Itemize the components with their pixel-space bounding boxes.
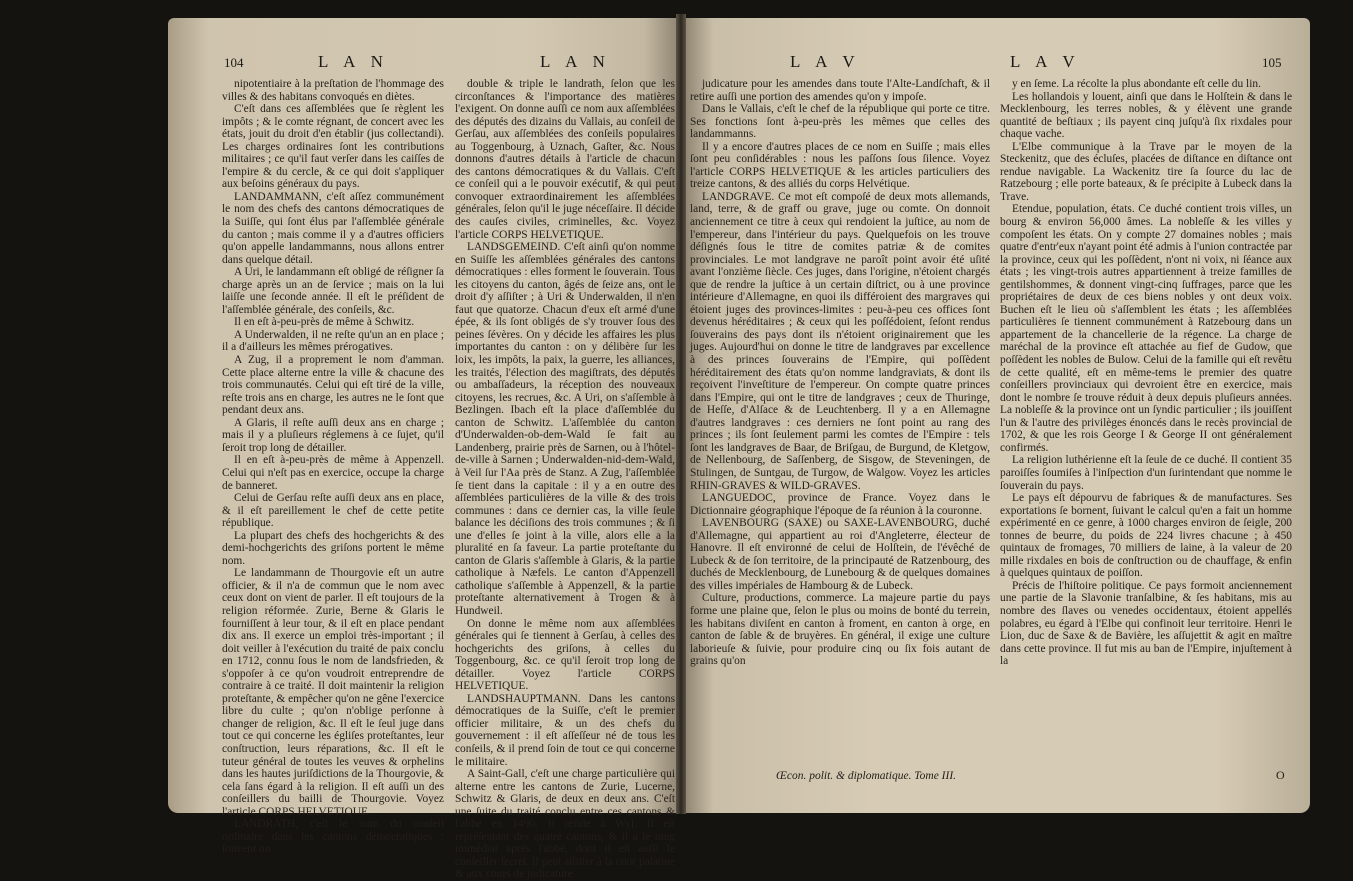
paragraph: Le landammann de Thourgovie eſt un autre officier, & il n'a de commun que le nom avec ceux dont on vient de parler. Il eſt toujours de la religion réformée. Zurie, Berne & Glaris le fourniſſent à leur tour, & il eſt en place pendant dix ans. Il exerce un emploi très-important ; il doit veiller à l'exécution du traité de paix conclu en 1712, connu ſous le nom de landsfrieden, & s'oppoſer à ce qu'on voudroit entreprendre de contraire à ce traité. Il doit maintenir la religion proteſtante, & empêcher qu'on ne gêne l'exercice libre du culte ; qu'on n'oblige perſonne à changer de religion, &c. Il eſt le ſeul juge dans tout ce qui concerne les égliſes proteſtantes, leur conſtruction, leurs réparations, &c. Il eſt le tuteur général de toutes les veuves & orphelins dans les hautes juriſdictions de la Thourgovie, & cela ſans égard à la religion. Il eſt auſſi un des conſeillers du bailli de Thourgovie. Voyez l'article CORPS HELVETIQUE. bbox=[222, 567, 445, 818]
paragraph: LANDSGEMEIND. C'eſt ainſi qu'on nomme en Suiſſe les aſſemblées générales des cantons démocratiques : elles forment le ſouverain. Tous les citoyens du canton, âgés de ſeize ans, ont le droit d'y aſſiſter ; à Uri & Underwalden, il n'en faut que quatorze. Chacun d'eux eſt armé d'une épée, & ils ſont obligés de s'y trouver ſous des peines ſévères. On y décide les affaires les plus importantes du canton : on y délibère ſur les loix, les impôts, la paix, la guerre, les alliances, les traités, l'élection des magiſtrats, des députés ou ambaſſadeurs, la réception des nouveaux citoyens, les recrues, &c. A Uri, on s'aſſemble à Bezlingen. Ibach eſt la place d'aſſemblée du canton de Schwitz. L'aſſemblée du canton d'Underwalden-ob-dem-Wald ſe fait au Landenberg, prairie près de Sarnen, ou à l'hôtel-de-ville à Sarnen ; Underwalden-nid-dem-Wald, à Veil ſur l'Aa près de Stanz. A Zug, l'aſſemblée ſe tient dans la capitale : il y a en outre des aſſemblées particulières de la ville & des trois communes : dans ce dernier cas, la ville ſeule balance les déciſions des trois communes ; & ſi une d'elles ſe joint à la ville, alors elle a la pluralité en ſa faveur. La partie proteſtante du canton de Glaris s'aſſemble à Glaris, & la partie catholique à Næfels. Le canton d'Appenzell catholique s'aſſemble à Appenzell, & la partie proteſtante alternativement à Trogen & à Hundweil. bbox=[455, 241, 675, 617]
paragraph: On donne le même nom aux aſſemblées générales qui ſe tiennent à Gerſau, à celles des hochgerichts des griſons, à celles du Toggenbourg, &c. ce qu'il ſeroit trop long de détailler. Voyez l'article CORPS HELVETIQUE. bbox=[455, 617, 675, 693]
left-column-2 bbox=[455, 78, 675, 881]
left-running-head-1: L A N bbox=[318, 52, 389, 71]
paragraph: Il en eſt à-peu-près de même à Schwitz. bbox=[234, 316, 415, 329]
paragraph: LANDGRAVE. Ce mot eſt compoſé de deux mots allemands, land, terre, & de graff ou grave, juge ou comte. On donnoit anciennement ce titre à ceux qui rendoient la juſtice, au nom de l'empereur, dans l'intérieur du pays. Quelquefois on les trouve déſignés ſous le titre de comites patriæ & de comites provinciales. Le mot landgrave ne paroît point avoir été uſité avant l'onzième ſiècle. Ces juges, dans l'origine, n'étoient chargés que de rendre la juſtice à un certain diſtrict, ou à une province intérieure d'Allemagne, en quoi ils différoient des margraves qui étoient juges des provinces-limites : peu-à-peu ces offices ſont devenus héréditaires ; & ceux qui les poſſédoient, ſeſont rendus ſouverains des pays dont ils n'étoient originairement que les juges. Aujourd'hui on donne le titre de landgraves par excellence à des princes ſouverains de l'Empire, qui poſſèdent héréditairement des états qu'on nomme landgraviats, & dont ils reçoivent l'inveſtiture de l'empereur. On compte quatre princes dans l'Empire, qui ont le titre de landgraves ; ceux de Thuringe, de Heſſe, d'Alſace & de Leuchtenberg. Il y a en Allemagne d'autres landgraves : ces derniers ne ſont point au rang des princes ; ils ſont ſeulement parmi les comtes de l'Empire : tels ſont les landgraves de Baar, de Briſgau, de Burgund, de Kletgow, de Nellenbourg, de Saſſenberg, de Sisgow, de Steveningen, de Stulingen, de Suntgau, de Turgow, de Walgow. Voyez les articles RHIN-GRAVES & WILD-GRAVES. bbox=[690, 190, 990, 492]
paragraph: La religion luthérienne eſt la ſeule de ce duché. Il contient 35 paroiſſes ſoumiſes à l'inſpection d'un ſurintendant que nomme le ſouverain du pays. bbox=[1000, 454, 1292, 492]
paragraph: A Uri, le landammann eſt obligé de réſigner ſa charge après un an de ſervice ; mais on la lui laiſſe une ſeconde année. Il eſt le préſident de l'aſſemblée générale, des conſeils, &c. bbox=[222, 266, 444, 316]
right-running-head-1: L A V bbox=[790, 52, 861, 71]
paragraph: Culture, productions, commerce. La majeure partie du pays forme une plaine que, ſelon le plus ou moins de bonté du terrein, les habitans diviſent en canton à froment, en canton à orge, en canton de ſable & de bruyères. En général, il exige une culture laborieuſe & ſuivie, pour produire cinq ou ſix fois autant de grains qu'on bbox=[690, 592, 990, 668]
right-column-1 bbox=[690, 78, 990, 808]
paragraph: LANDAMMANN, c'eſt aſſez communément le nom des chefs des cantons démocratiques de la Suiſſe, qui ſont élus par l'aſſemblée générale du canton ; mais comme il y a d'autres officiers qu'on appelle landammanns, nous allons entrer dans quelque détail. bbox=[222, 190, 444, 266]
paragraph: Il y a encore d'autres places de ce nom en Suiſſe ; mais elles ſont peu conſidérables : nous les paſſons ſous ſilence. Voyez l'article CORPS HELVETIQUE & les articles particuliers des treize cantons, & des alliés du corps Helvétique. bbox=[690, 140, 990, 191]
right-running-head-2: L A V bbox=[1010, 52, 1081, 71]
paragraph: Etendue, population, états. Ce duché contient trois villes, un bourg & environ 56,000 âmes. La nobleſſe & les villes y compoſent les états. On y compte 27 domaines nobles ; mais quatre d'entr'eux n'ayant point été admis à l'union contractée par la province, ceux qui les poſſèdent, n'ont ni voix, ni ſéance aux états ; les vingt-trois autres appartiennent à treize familles de gentilshommes, & donnent vingt-cinq ſuffrages, parce que les propriétaires de deux de ces biens nobles y ont deux voix. Buchen eſt le lieu où s'aſſemblent les états ; les aſſemblées particulières ſe tiennent communément à Ratzebourg dans un appartement de la chancellerie de la régence. La charge de maréchal de la province eſt attachée au fief de Gudow, que poſſèdent les nobles de Bulow. Celui de la famille qui eſt revêtu de cette qualité, eſt en même-tems le premier des quatre conſeillers provinciaux qui devroient être en exercice, mais dont le nombre ſe trouve réduit à deux depuis pluſieurs années. La nobleſſe & la province ont un ſyndic particulier ; ils jouiſſent l'un & l'autre des privilèges énoncés dans le recès provincial de 1702, & que les rois George I & George II ont généralement confirmés. bbox=[1000, 203, 1292, 454]
signature-mark: O bbox=[1276, 768, 1285, 782]
paragraph: A Underwalden, il ne reſte qu'un an en place ; il a d'ailleurs les mêmes prérogatives. bbox=[222, 328, 444, 354]
left-page-header bbox=[224, 52, 244, 72]
paragraph: Précis de l'hiſtoire politique. Ce pays formoit anciennement une partie de la Slavonie tranſalbine, & ſes habitans, mis au nombre des ſlaves ou venedes occidentaux, étoient appellés polabres, eu égard à l'Elbe qui confinoit leur territoire. Henri le Lion, duc de Saxe & de Bavière, les aſſujettit & agit en maître dans cette province. Il fut mis au ban de l'Empire, injuſtement à la bbox=[1000, 579, 1292, 668]
paragraph: LANDRATH, c'eſt le nom du conſeil ordinaire dans les cantons démocratiques ; ſouvent on bbox=[222, 818, 444, 856]
paragraph: Celui de Gerſau reſte auſſi deux ans en place, & il eſt pareillement le chef de cette petite république. bbox=[222, 492, 444, 530]
paragraph: La plupart des chefs des hochgerichts & des demi-hochgerichts des griſons portent le même nom. bbox=[222, 529, 444, 567]
paragraph: judicature pour les amendes dans toute l'Alte-Landſchaft, & il retire auſſi une portion des amendes qu'on y impoſe. bbox=[690, 78, 990, 103]
paragraph: A Glaris, il reſte auſſi deux ans en charge ; mais il y a pluſieurs réglemens à ce ſujet, qu'il ſeroit trop long de détailler. bbox=[222, 416, 444, 454]
left-running-head-2: L A N bbox=[540, 52, 611, 71]
paragraph: LANDSHAUPTMANN. Dans les cantons démocratiques de la Suiſſe, c'eſt le premier officier militaire, & un des chefs du gouvernement : il eſt aſſeſſeur né de tous les conſeils, & il prend ſoin de tout ce qui concerne le militaire. bbox=[455, 692, 675, 768]
paragraph: Il en eſt à-peu-près de même à Appenzell. Celui qui n'eſt pas en exercice, occupe la charge de banneret. bbox=[222, 454, 444, 492]
left-column-1 bbox=[222, 78, 445, 856]
page-footer: Œcon. polit. & diplomatique. Tome III. bbox=[776, 770, 957, 782]
paragraph: LAVENBOURG (SAXE) ou SAXE-LAVENBOURG, duché d'Allemagne, qui appartient au roi d'Angleterre, électeur de Hanovre. Il eſt environné de celui de Holſtein, de l'évêché de Lubeck & de ſon territoire, de la principauté de Ratzenbourg, des duchés de Mecklenbourg, de Lunebourg & de quelques domaines des villes impériales de Hambourg & de Lubeck. bbox=[690, 517, 990, 592]
paragraph: Les hollandois y louent, ainſi que dans le Holſtein & dans le Mecklenbourg, les terres nobles, & y élèvent une grande quantité de beſtiaux ; ils payent cinq juſqu'à ſix rixdales pour chaque vache. bbox=[1000, 90, 1292, 141]
right-column-2 bbox=[1000, 78, 1292, 808]
paragraph: LANGUEDOC, province de France. Voyez dans le Dictionnaire géographique l'époque de ſa réunion à la couronne. bbox=[690, 492, 990, 517]
paragraph: A Saint-Gall, c'eſt une charge particulière qui alterne entre les cantons de Zurie, Lucerne, Schwitz & Glaris, de deux en deux ans. C'eſt une ſuite du traité conclu entre ces cantons & l'abbé en 1490. Il réſide à Wyl. Il eſt repréſentant des quatre cantons, & il a le rang immédiat après l'abbé, dont il eſt auſſi le conſeiller ſecret. Il peut aſſiſter à la cour palatine & aux cours de judicature bbox=[455, 768, 675, 881]
right-page-number: 105 bbox=[1262, 55, 1282, 70]
paragraph: L'Elbe communique à la Trave par le moyen de la Steckenitz, que des écluſes, placées de diſtance en diſtance ont rendue navigable. La Wackenitz tire ſa ſource du lac de Ratzebourg ; elle porte bateaux, & ſe précipite à Lubeck dans la Trave. bbox=[1000, 140, 1292, 203]
paragraph: A Zug, il a proprement le nom d'amman. Cette place alterne entre la ville & chacune des trois communautés. Celui qui eſt tiré de la ville, reſte trois ans en charge, les autres ne le ſont que pendant deux ans. bbox=[222, 354, 444, 417]
paragraph: Le pays eſt dépourvu de fabriques & de manufactures. Ses exportations ſe bornent, ſuivant le calcul qu'en a fait un homme expérimenté en ce genre, à 1000 charges environ de ſeigle, 200 tonnes de beurre, du poids de 224 livres chacune ; à 450 quintaux de fromages, 70 milliers de laine, à la valeur de 20 mille rixdales en bois de conſtruction ou de chauffage, & enfin à quelques quintaux de poiſſon. bbox=[1000, 492, 1292, 580]
left-page-number: 104 bbox=[224, 55, 244, 70]
book-gutter bbox=[676, 14, 686, 814]
paragraph: C'eſt dans ces aſſemblées que ſe règlent les impôts ; & le comte régnant, de concert avec les états, jouit du droit d'en établir (jus collectandi). Les charges ordinaires ſont les contributions militaires ; ce qu'il faut verſer dans les caiſſes de l'empire & du cercle, & ce qui doit s'appliquer aux beſoins généraux du pays. bbox=[222, 103, 444, 191]
paragraph: Dans le Vallais, c'eſt le chef de la république qui porte ce titre. Ses fonctions ſont à-peu-près les mêmes que celles des landammanns. bbox=[690, 103, 990, 141]
right-page-header bbox=[1262, 52, 1282, 72]
paragraph: nipotentiaire à la preſtation de l'hommage des villes & des habitans convoqués en diètes. bbox=[222, 78, 444, 103]
paragraph: y en ſeme. La récolte la plus abondante eſt celle du lin. bbox=[1012, 78, 1261, 90]
paragraph: double & triple le landrath, ſelon que les circonſtances & l'importance des matières l'exigent. On donne auſſi ce nom aux aſſemblées des députés des dizains du Vallais, au conſeil de Gerſau, aux aſſemblées des conſeils populaires au Toggenbourg, à Uznach, Gaſter, &c. Nous donnons d'autres détails à l'article de chacun des cantons démocratiques & du Vallais. C'eſt ce conſeil qui a le pouvoir exécutif, & qui peut convoquer extraordinairement les aſſemblées générales, ſelon qu'il le juge néceſſaire. Il décide des cauſes civiles, criminelles, &c. Voyez l'article CORPS HELVETIQUE. bbox=[455, 78, 675, 241]
